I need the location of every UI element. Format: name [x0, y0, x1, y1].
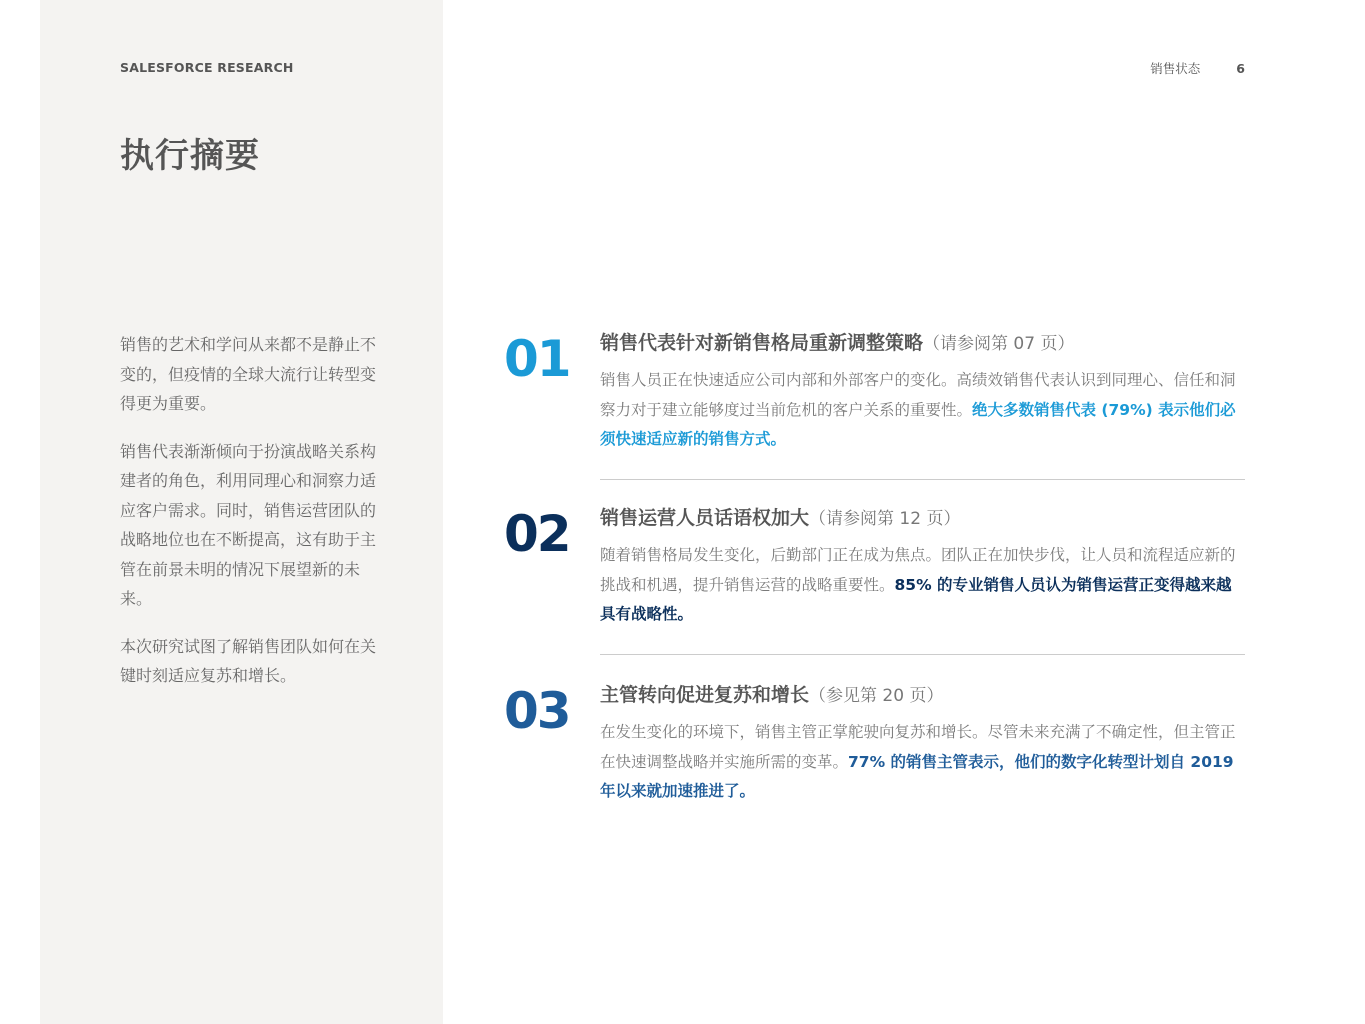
item-body-text: 销售人员正在快速适应公司内部和外部客户的变化。高绩效销售代表认识到同理心、信任和洞察力对于建立能够度过当前危机的客户关系的重要性。 [600, 371, 1236, 419]
item-title-text: 销售运营人员话语权加大 [600, 507, 810, 529]
item-title-text: 销售代表针对新销售格局重新调整策略 [600, 332, 924, 354]
summary-item-02 [504, 480, 1245, 654]
item-number: 03 [504, 682, 570, 740]
item-body [600, 366, 1245, 455]
sidebar-panel [40, 0, 443, 1024]
item-title-text: 主管转向促进复苏和增长 [600, 684, 810, 706]
page-header [1150, 59, 1245, 77]
item-number: 01 [504, 330, 570, 388]
item-body [600, 541, 1245, 630]
page-number: 6 [1236, 60, 1245, 76]
intro-paragraph: 销售的艺术和学问从来都不是静止不变的，但疫情的全球大流行让转型变得更为重要。 [120, 335, 377, 413]
summary-items [504, 325, 1245, 807]
intro-paragraph: 销售代表渐渐倾向于扮演战略关系构建者的角色，利用同理心和洞察力适应客户需求。同时，销售运营团队的战略地位也在不断提高，这有助于主管在前景未明的情况下展望新的未来。 [120, 441, 377, 608]
item-number: 02 [504, 505, 570, 563]
intro-text [120, 330, 390, 709]
summary-item-01 [504, 325, 1245, 479]
page-title: 执行摘要 [120, 136, 260, 176]
section-label: 销售状态 [1150, 61, 1201, 76]
intro-paragraph: 本次研究试图了解销售团队如何在关键时刻适应复苏和增长。 [120, 636, 377, 685]
item-title [600, 325, 1245, 362]
item-highlight: 85% 的专业销售人员认为销售运营正变得越来越具有战略性。 [600, 575, 1232, 623]
item-highlight: 绝大多数销售代表 (79%) 表示他们必须快速适应新的销售方式。 [600, 400, 1236, 448]
item-highlight: 77% 的销售主管表示，他们的数字化转型计划自 2019 年以来就加速推进了。 [600, 752, 1234, 800]
item-page-ref: （请参阅第 07 页） [923, 334, 1075, 354]
item-body [600, 718, 1245, 807]
item-body-text: 随着销售格局发生变化，后勤部门正在成为焦点。团队正在加快步伐，让人员和流程适应新的挑战和机遇，提升销售运营的战略重要性。 [600, 546, 1236, 594]
brand-label: SALESFORCE RESEARCH [120, 60, 294, 75]
summary-item-03 [504, 655, 1245, 807]
item-title [600, 500, 1245, 537]
item-body-text: 在发生变化的环境下，销售主管正掌舵驶向复苏和增长。尽管未来充满了不确定性，但主管正在快速调整战略并实施所需的变革。 [600, 723, 1236, 771]
item-page-ref: （参见第 20 页） [809, 686, 944, 706]
item-page-ref: （请参阅第 12 页） [809, 509, 961, 529]
item-title [600, 677, 1245, 714]
